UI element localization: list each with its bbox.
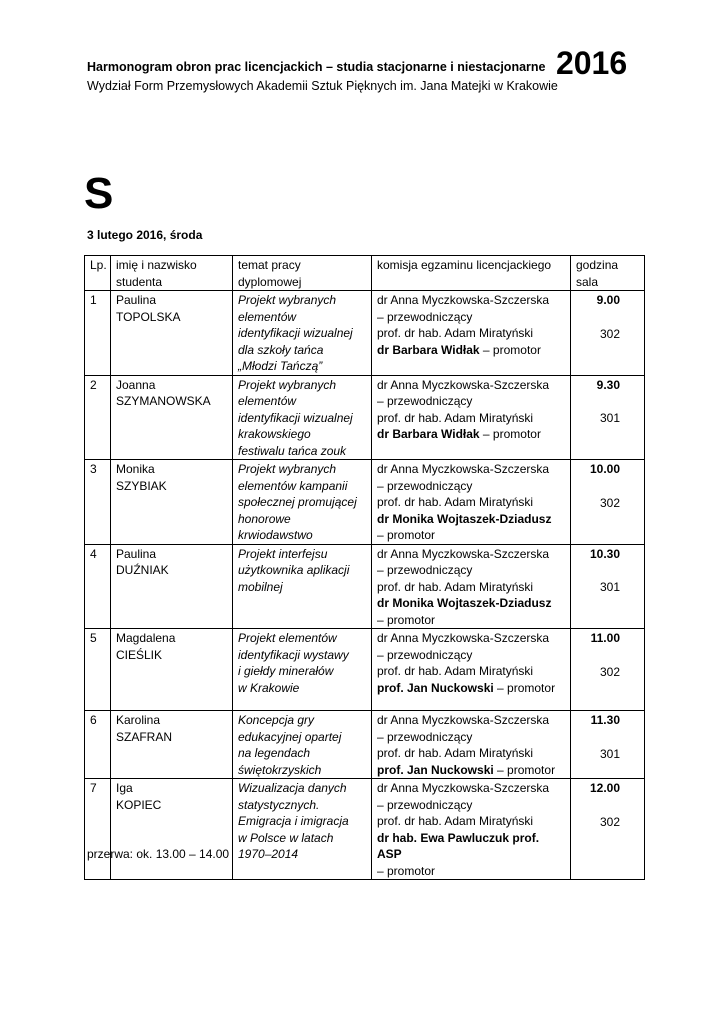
topic-line: elementów bbox=[238, 394, 297, 408]
chair-name: dr Anna Myczkowska-Szczerska bbox=[377, 377, 550, 392]
first-name: Magdalena bbox=[116, 631, 176, 645]
first-name: Paulina bbox=[116, 546, 157, 561]
table-row bbox=[85, 544, 645, 629]
thesis-topic bbox=[233, 460, 372, 545]
chair-name: dr Anna Myczkowska-Szczerska bbox=[377, 781, 550, 795]
promoter-role: – promotor bbox=[479, 342, 541, 357]
topic-line: Projekt elementów bbox=[238, 631, 337, 645]
student-name bbox=[111, 544, 233, 629]
topic-line: elementów bbox=[238, 309, 297, 324]
topic-line: w Krakowie bbox=[238, 680, 300, 695]
last-name: SZYMANOWSKA bbox=[116, 394, 211, 408]
member-name: prof. dr hab. Adam Miratyński bbox=[377, 664, 534, 678]
thesis-topic bbox=[233, 629, 372, 711]
time-room bbox=[571, 291, 645, 376]
row-number: 2 bbox=[85, 375, 111, 460]
last-name: CIEŚLIK bbox=[116, 647, 163, 662]
table-row bbox=[85, 711, 645, 779]
topic-line: honorowe bbox=[238, 511, 291, 526]
defense-time: 11.30 bbox=[590, 713, 620, 727]
topic-line: krwiodawstwo bbox=[238, 528, 313, 542]
promoter-role: – promotor bbox=[493, 762, 556, 777]
committee bbox=[372, 460, 571, 545]
room-number: 302 bbox=[599, 495, 620, 510]
topic-line: Koncepcja gry bbox=[238, 713, 315, 727]
chair-name: dr Anna Myczkowska-Szczerska bbox=[377, 462, 550, 476]
session-date: 3 lutego 2016, środa bbox=[87, 228, 203, 242]
time-room bbox=[571, 375, 645, 460]
room-number: 302 bbox=[599, 664, 620, 679]
header-committee: komisja egzaminu licencjackiego bbox=[372, 256, 571, 291]
promoter-name: dr hab. Ewa Pawluczuk prof. ASP bbox=[377, 830, 540, 861]
promoter-role: – promotor bbox=[377, 528, 436, 542]
topic-line: identyfikacji wystawy bbox=[238, 647, 349, 662]
room-number: 301 bbox=[599, 746, 620, 761]
thesis-topic bbox=[233, 779, 372, 880]
table-row bbox=[85, 375, 645, 460]
promoter-role: – promotor bbox=[377, 612, 436, 627]
time-room bbox=[571, 460, 645, 545]
chair-name: dr Anna Myczkowska-Szczerska bbox=[377, 546, 550, 561]
topic-line: „Młodzi Tańczą” bbox=[238, 359, 323, 373]
member-name: prof. dr hab. Adam Miratyński bbox=[377, 746, 534, 760]
student-name bbox=[111, 711, 233, 779]
table-row bbox=[85, 779, 645, 880]
room-number: 302 bbox=[599, 326, 620, 341]
topic-line: na legendach bbox=[238, 746, 311, 760]
promoter-name: dr Monika Wojtaszek-Dziadusz bbox=[377, 511, 552, 526]
topic-line: identyfikacji wizualnej bbox=[238, 410, 353, 425]
member-name: prof. dr hab. Adam Miratyński bbox=[377, 495, 534, 509]
thesis-topic bbox=[233, 375, 372, 460]
promoter-name: dr Barbara Widłak bbox=[377, 342, 480, 357]
committee bbox=[372, 711, 571, 779]
topic-line: Projekt interfejsu bbox=[238, 546, 328, 561]
defense-time: 10.00 bbox=[589, 462, 620, 476]
member-name: prof. dr hab. Adam Miratyński bbox=[377, 326, 534, 340]
topic-line: elementów kampanii bbox=[238, 478, 348, 493]
chair-name: dr Anna Myczkowska-Szczerska bbox=[377, 293, 550, 307]
chair-role: – przewodniczący bbox=[377, 729, 473, 744]
topic-line: dla szkoły tańca bbox=[238, 342, 324, 357]
first-name: Iga bbox=[116, 781, 133, 795]
defense-time: 11.00 bbox=[590, 631, 620, 645]
topic-line: Projekt wybranych bbox=[238, 293, 337, 307]
promoter-name: dr Barbara Widłak bbox=[377, 427, 480, 441]
chair-role: – przewodniczący bbox=[377, 394, 473, 408]
member-name: prof. dr hab. Adam Miratyński bbox=[377, 579, 534, 594]
chair-role: – przewodniczący bbox=[377, 563, 473, 577]
student-name bbox=[111, 291, 233, 376]
topic-line: Wizualizacja danych bbox=[238, 781, 347, 795]
chair-role: – przewodniczący bbox=[377, 309, 473, 324]
title-year: 2016 bbox=[555, 45, 628, 81]
thesis-topic bbox=[233, 544, 372, 629]
defense-time: 9.30 bbox=[596, 377, 620, 392]
student-name bbox=[111, 375, 233, 460]
header-lp: Lp. bbox=[85, 256, 111, 291]
promoter-name: dr Monika Wojtaszek-Dziadusz bbox=[377, 596, 552, 610]
topic-line: w Polsce w latach bbox=[238, 830, 334, 845]
first-name: Paulina bbox=[116, 293, 157, 307]
document-title bbox=[87, 42, 627, 79]
last-name: TOPOLSKA bbox=[116, 309, 181, 324]
student-name bbox=[111, 779, 233, 880]
committee bbox=[372, 291, 571, 376]
thesis-topic bbox=[233, 291, 372, 376]
promoter-name: prof. Jan Nuckowski bbox=[377, 762, 494, 777]
table-row bbox=[85, 629, 645, 711]
time-room bbox=[571, 544, 645, 629]
row-number: 4 bbox=[85, 544, 111, 629]
topic-line: edukacyjnej opartej bbox=[238, 729, 342, 744]
topic-line: i giełdy minerałów bbox=[238, 664, 334, 678]
header-topic: temat pracy dyplomowej bbox=[233, 256, 372, 291]
committee bbox=[372, 544, 571, 629]
room-number: 302 bbox=[599, 814, 620, 829]
first-name: Karolina bbox=[116, 713, 161, 727]
chair-role: – przewodniczący bbox=[377, 478, 473, 493]
header-time-room: godzina sala bbox=[571, 256, 645, 291]
title-text: Harmonogram obron prac licencjackich – studia stacjonarne i niestacjonarne bbox=[87, 60, 546, 74]
first-name: Joanna bbox=[116, 377, 156, 392]
thesis-topic bbox=[233, 711, 372, 779]
student-name bbox=[111, 629, 233, 711]
last-name: KOPIEC bbox=[116, 797, 162, 812]
topic-line: statystycznych. bbox=[238, 797, 320, 812]
promoter-name: prof. Jan Nuckowski bbox=[377, 680, 494, 695]
room-number: 301 bbox=[599, 411, 620, 425]
defense-time: 12.00 bbox=[589, 781, 620, 795]
time-room bbox=[571, 629, 645, 711]
chair-role: – przewodniczący bbox=[377, 797, 473, 812]
row-number: 5 bbox=[85, 629, 111, 711]
last-name: SZYBIAK bbox=[116, 478, 167, 493]
topic-line: Projekt wybranych bbox=[238, 462, 337, 476]
table-row bbox=[85, 460, 645, 545]
member-name: prof. dr hab. Adam Miratyński bbox=[377, 814, 534, 828]
time-room bbox=[571, 711, 645, 779]
schedule-table bbox=[84, 255, 645, 880]
promoter-role: – promotor bbox=[479, 427, 541, 441]
first-name: Monika bbox=[116, 462, 155, 476]
row-number: 7 bbox=[85, 779, 111, 880]
chair-name: dr Anna Myczkowska-Szczerska bbox=[377, 631, 550, 645]
last-name: SZAFRAN bbox=[116, 729, 173, 744]
break-note: przerwa: ok. 13.00 – 14.00 bbox=[87, 847, 230, 861]
topic-line: społecznej promującej bbox=[238, 495, 357, 509]
last-name: DUŹNIAK bbox=[116, 563, 169, 577]
topic-line: identyfikacji wizualnej bbox=[238, 326, 353, 340]
table-row bbox=[85, 291, 645, 376]
room-number: 301 bbox=[599, 580, 620, 594]
chair-role: – przewodniczący bbox=[377, 647, 473, 662]
topic-line: Projekt wybranych bbox=[238, 377, 337, 392]
defense-time: 9.00 bbox=[596, 293, 620, 307]
topic-line: mobilnej bbox=[238, 579, 283, 594]
table-header-row bbox=[85, 256, 645, 291]
row-number: 6 bbox=[85, 711, 111, 779]
topic-line: 1970–2014 bbox=[238, 847, 299, 861]
defense-time: 10.30 bbox=[589, 546, 620, 561]
student-name bbox=[111, 460, 233, 545]
promoter-role: – promotor bbox=[377, 863, 436, 878]
topic-line: świętokrzyskich bbox=[238, 762, 322, 777]
committee bbox=[372, 629, 571, 711]
topic-line: festiwalu tańca zouk bbox=[238, 443, 347, 458]
section-letter: S bbox=[84, 169, 114, 218]
chair-name: dr Anna Myczkowska-Szczerska bbox=[377, 713, 550, 727]
topic-line: użytkownika aplikacji bbox=[238, 563, 350, 577]
time-room bbox=[571, 779, 645, 880]
committee bbox=[372, 779, 571, 880]
promoter-role: – promotor bbox=[493, 680, 556, 695]
row-number: 3 bbox=[85, 460, 111, 545]
row-number: 1 bbox=[85, 291, 111, 376]
topic-line: krakowskiego bbox=[238, 427, 311, 441]
header-student: imię i nazwisko studenta bbox=[111, 256, 233, 291]
committee bbox=[372, 375, 571, 460]
topic-line: Emigracja i imigracja bbox=[238, 814, 349, 828]
member-name: prof. dr hab. Adam Miratyński bbox=[377, 410, 534, 425]
document-subtitle: Wydział Form Przemysłowych Akademii Sztuk Pięknych im. Jana Matejki w Krakowie bbox=[87, 79, 558, 93]
